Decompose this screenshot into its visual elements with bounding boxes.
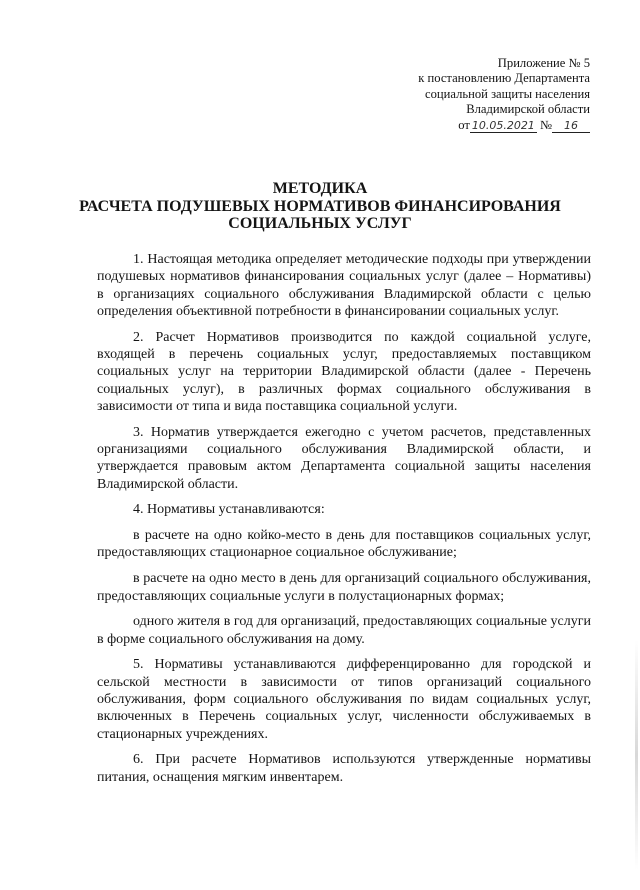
paragraph-1: 1. Настоящая методика определяет методические подходы при утверждении подушевых нормативов финансирования социальных услуг (далее – Нормативы) в организациях социального обслуживания Владимирской области с целью определения объективной потребности в финансировании социальных услуг. <box>97 252 591 319</box>
title-line-3: СОЦИАЛЬНЫХ УСЛУГ <box>228 215 412 232</box>
list-item-bed-place: в расчете на одно койко-место в день для поставщиков социальных услуг, предоставляющих стационарное социальное обслуживание; <box>97 528 591 561</box>
paragraph-3: 3. Норматив утверждается ежегодно с учетом расчетов, представленных организациями социального обслуживания Владимирской области, и утверждается правовым актом Департамента социальной защиты населения Владимирской области. <box>97 424 591 492</box>
list-item-home-service: одного жителя в год для организаций, предоставляющих социальные услуги в форме социального обслуживания на дому. <box>97 614 591 647</box>
annex-date-line <box>418 118 590 133</box>
scan-edge-shadow <box>635 640 638 870</box>
paragraph-2: 2. Расчет Нормативов производится по каждой социальной услуге, входящей в перечень социальных услуг, предоставляемых поставщиком социальных услуг на территории Владимирской области (далее - Перечень социальных услуг), в различных формах социального обслуживания в зависимости от типа и вида поставщика социальной услуги. <box>97 329 591 414</box>
handwritten-number: 16 <box>552 119 590 133</box>
title-line-1: МЕТОДИКА <box>272 180 368 197</box>
paragraph-5: 5. Нормативы устанавливаются дифференцированно для городской и сельской местности в зависимости от типов организаций социального обслуживания, форм социального обслуживания по видам социальных услуг, включенных в Перечень социальных услуг, численности обслуживаемых в стационарных учреждениях. <box>97 657 591 742</box>
list-item-day-place: в расчете на одно место в день для организаций социального обслуживания, предоставляющих социальные услуги в полустационарных формах; <box>97 571 591 604</box>
annex-line-4: Владимирской области <box>466 102 590 117</box>
annex-line-3: социальной защиты населения <box>425 86 590 101</box>
annex-line-2: к постановлению Департамента <box>418 71 590 86</box>
document-title <box>0 180 640 233</box>
annex-header <box>418 56 590 133</box>
document-body <box>97 251 591 795</box>
annex-line-1: Приложение № 5 <box>497 56 590 70</box>
date-prefix: от <box>458 117 470 132</box>
handwritten-date: 10.05.2021 <box>471 118 535 132</box>
paragraph-6: 6. При расчете Нормативов используются утвержденные нормативы питания, оснащения мягким инвентарем. <box>97 752 591 785</box>
paragraph-4: 4. Нормативы устанавливаются: <box>133 502 325 518</box>
title-line-2: РАСЧЕТА ПОДУШЕВЫХ НОРМАТИВОВ ФИНАНСИРОВАНИЯ <box>79 197 561 215</box>
number-prefix: № <box>539 117 552 132</box>
